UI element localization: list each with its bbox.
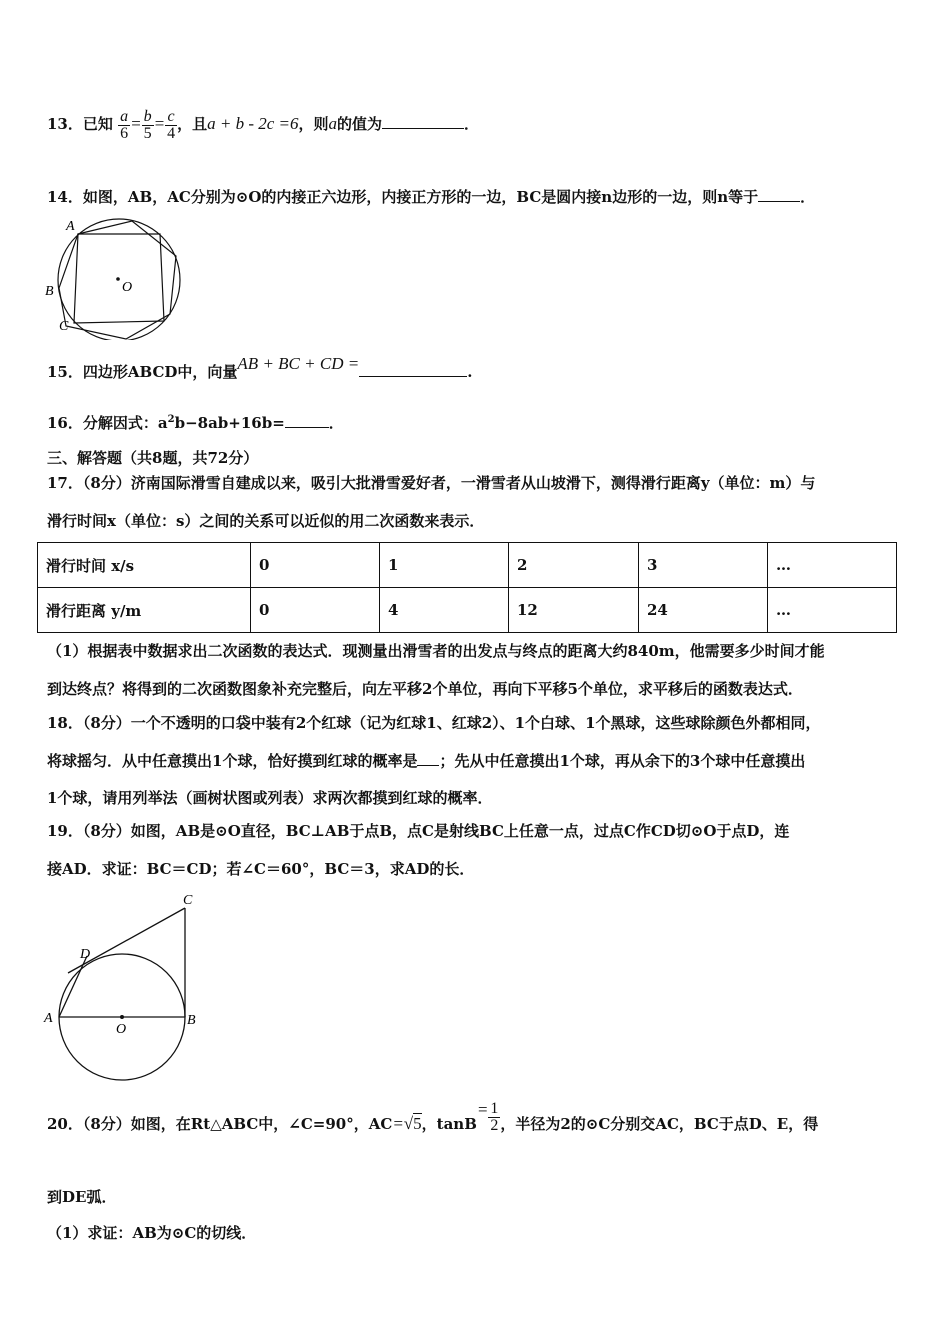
q20-part1-text: （1）求证：AB为⊙C的切线． xyxy=(47,1224,257,1242)
q20-eq2: = xyxy=(476,1100,489,1119)
q13-condition: a + b - 2c =6 xyxy=(207,114,299,133)
question-17-line2 xyxy=(47,510,484,531)
q13-frac-c-num: c xyxy=(167,107,175,125)
q14-label-a: A xyxy=(66,219,75,234)
q19-line-ad xyxy=(59,956,87,1017)
q16-prefix: 16．分解因式：a xyxy=(47,414,168,432)
question-18-line3 xyxy=(47,787,492,808)
q13-frac-b-den: 5 xyxy=(143,124,152,142)
question-17-line1 xyxy=(47,472,815,493)
q19-figure xyxy=(40,888,210,1083)
q15-expression: AB + BC + CD = xyxy=(237,354,360,373)
question-19-line2 xyxy=(47,858,474,879)
q20-frac xyxy=(488,1101,500,1134)
q17-part1-line1-text: （1）根据表中数据求出二次函数的表达式．现测量出滑雪者的出发点与终点的距离大约840m，他需要多少时间才能 xyxy=(47,642,825,660)
question-20-line1 xyxy=(47,1100,818,1148)
q14-answer-blank[interactable] xyxy=(758,187,800,202)
q18-line3-text: 1个球，请用列举法（画树状图或列表）求两次都摸到红球的概率． xyxy=(47,789,493,807)
q13-eq1: = xyxy=(130,114,142,133)
q14-label-c: C xyxy=(59,319,69,334)
question-20-part1 xyxy=(47,1222,256,1243)
q13-frac-a xyxy=(118,109,130,142)
q20-frac-den: 2 xyxy=(490,1116,499,1134)
section-title-text: 三、解答题（共8题，共72分） xyxy=(47,449,259,467)
q19-label-a: A xyxy=(44,1011,53,1026)
q20-eq: = xyxy=(392,1114,404,1133)
table-cell: 12 xyxy=(509,588,639,633)
q17-line2-text: 滑行时间x（单位：s）之间的关系可以近似的用二次函数来表示． xyxy=(47,512,485,530)
q17-part1-line2-text: 到达终点？将得到的二次函数图象补充完整后，向左平移2个单位，再向下平移5个单位，求平移后的函数表达式． xyxy=(47,680,803,698)
q19-line1-text: 19．（8分）如图，AB是⊙O直径，BC⊥AB于点B，点C是射线BC上任意一点，过点C作CD切⊙O于点D，连 xyxy=(47,822,790,840)
table-cell: … xyxy=(768,543,897,588)
question-15 xyxy=(47,355,472,389)
q14-label-b: B xyxy=(45,284,54,299)
question-19-line1 xyxy=(47,820,789,841)
q14-center-dot xyxy=(116,277,120,281)
q19-label-o: O xyxy=(116,1022,127,1037)
table-cell: 0 xyxy=(251,543,380,588)
q14-label-o: O xyxy=(122,280,133,295)
table-cell: 滑行距离 y/m xyxy=(38,588,251,633)
q13-var: a xyxy=(328,114,338,133)
question-16 xyxy=(47,412,344,433)
q13-mid: ，且 xyxy=(177,115,208,133)
q15-end: . xyxy=(467,363,473,381)
question-14 xyxy=(47,186,815,207)
q19-label-d: D xyxy=(80,947,91,962)
question-17-part1-line1 xyxy=(47,640,825,661)
q13-then: ，则 xyxy=(298,115,329,133)
table-cell: 2 xyxy=(509,543,639,588)
q19-label-b: B xyxy=(187,1013,196,1028)
table-row xyxy=(38,588,897,633)
q13-answer-blank[interactable] xyxy=(382,114,464,129)
q13-frac-c-den: 4 xyxy=(167,124,176,142)
q17-table xyxy=(37,542,897,633)
q13-frac-a-den: 6 xyxy=(120,124,129,142)
table-cell: 4 xyxy=(380,588,509,633)
q20-sqrt-value: 5 xyxy=(413,1114,422,1133)
q20-prefix: 20．（8分）如图，在Rt△ABC中，∠C=90°，AC xyxy=(47,1115,393,1133)
q19-label-c: C xyxy=(183,893,193,908)
q15-answer-blank[interactable] xyxy=(359,362,467,377)
q16-superscript: 2 xyxy=(167,414,175,425)
sqrt-icon: √ xyxy=(403,1114,414,1133)
q13-frac-b-num: b xyxy=(143,107,152,125)
q16-answer-blank[interactable] xyxy=(285,413,329,428)
q13-number: 13． xyxy=(47,115,83,133)
q18-line1-text: 18．（8分）一个不透明的口袋中装有2个红球（记为红球1、红球2）、1个白球、1个黑球，这些球除颜色外都相同， xyxy=(47,714,821,732)
q19-center-dot xyxy=(120,1015,124,1019)
table-cell: 滑行时间 x/s xyxy=(38,543,251,588)
table-cell: 1 xyxy=(380,543,509,588)
q13-eq2: = xyxy=(153,114,166,133)
table-cell: 24 xyxy=(639,588,768,633)
q13-end: ． xyxy=(464,115,480,133)
q16-end: ． xyxy=(328,414,344,432)
question-18-line2 xyxy=(47,750,805,771)
question-18-line1 xyxy=(47,712,821,733)
q16-rest: b−8ab+16b= xyxy=(174,414,285,432)
question-13 xyxy=(47,102,479,146)
q20-rest: ，半径为2的⊙C分别交AC，BC于点D、E，得 xyxy=(500,1115,819,1133)
q15-text: 15．四边形ABCD中，向量 xyxy=(47,363,238,381)
table-row xyxy=(38,543,897,588)
q17-line1-text: 17．（8分）济南国际滑雪自建成以来，吸引大批滑雪爱好者，一滑雪者从山坡滑下，测得滑行距离y（单位：m）与 xyxy=(47,474,816,492)
q19-tangent-cd xyxy=(68,908,185,973)
section-title xyxy=(47,447,258,468)
q19-line2-text: 接AD．求证：BC＝CD；若∠C＝60°，BC＝3，求AD的长． xyxy=(47,860,475,878)
table-cell: … xyxy=(768,588,897,633)
q13-frac-a-num: a xyxy=(120,107,129,125)
q13-prefix: 已知 xyxy=(82,115,113,133)
q18-answer-blank[interactable] xyxy=(417,751,439,766)
q18-line2a-text: 将球摇匀．从中任意摸出1个球，恰好摸到红球的概率是 xyxy=(47,752,418,770)
question-17-part1-line2 xyxy=(47,678,803,699)
table-cell: 3 xyxy=(639,543,768,588)
q13-frac-b xyxy=(142,109,154,142)
q14-figure xyxy=(42,215,192,340)
table-cell: 0 xyxy=(251,588,380,633)
q20-line2-text: 到DE弧． xyxy=(47,1188,117,1206)
q20-frac-num: 1 xyxy=(490,1099,499,1117)
q14-end: ． xyxy=(800,188,816,206)
question-20-line2 xyxy=(47,1186,116,1207)
q20-tan: ，tanB xyxy=(421,1115,477,1133)
q18-line2b-text: ；先从中任意摸出1个球，再从余下的3个球中任意摸出 xyxy=(439,752,806,770)
q13-suffix: 的值为 xyxy=(337,115,383,133)
q14-text: 14．如图，AB，AC分别为⊙O的内接正六边形，内接正方形的一边，BC是圆内接n边形的一边，则n等于 xyxy=(47,188,759,206)
q13-frac-c xyxy=(165,109,177,142)
